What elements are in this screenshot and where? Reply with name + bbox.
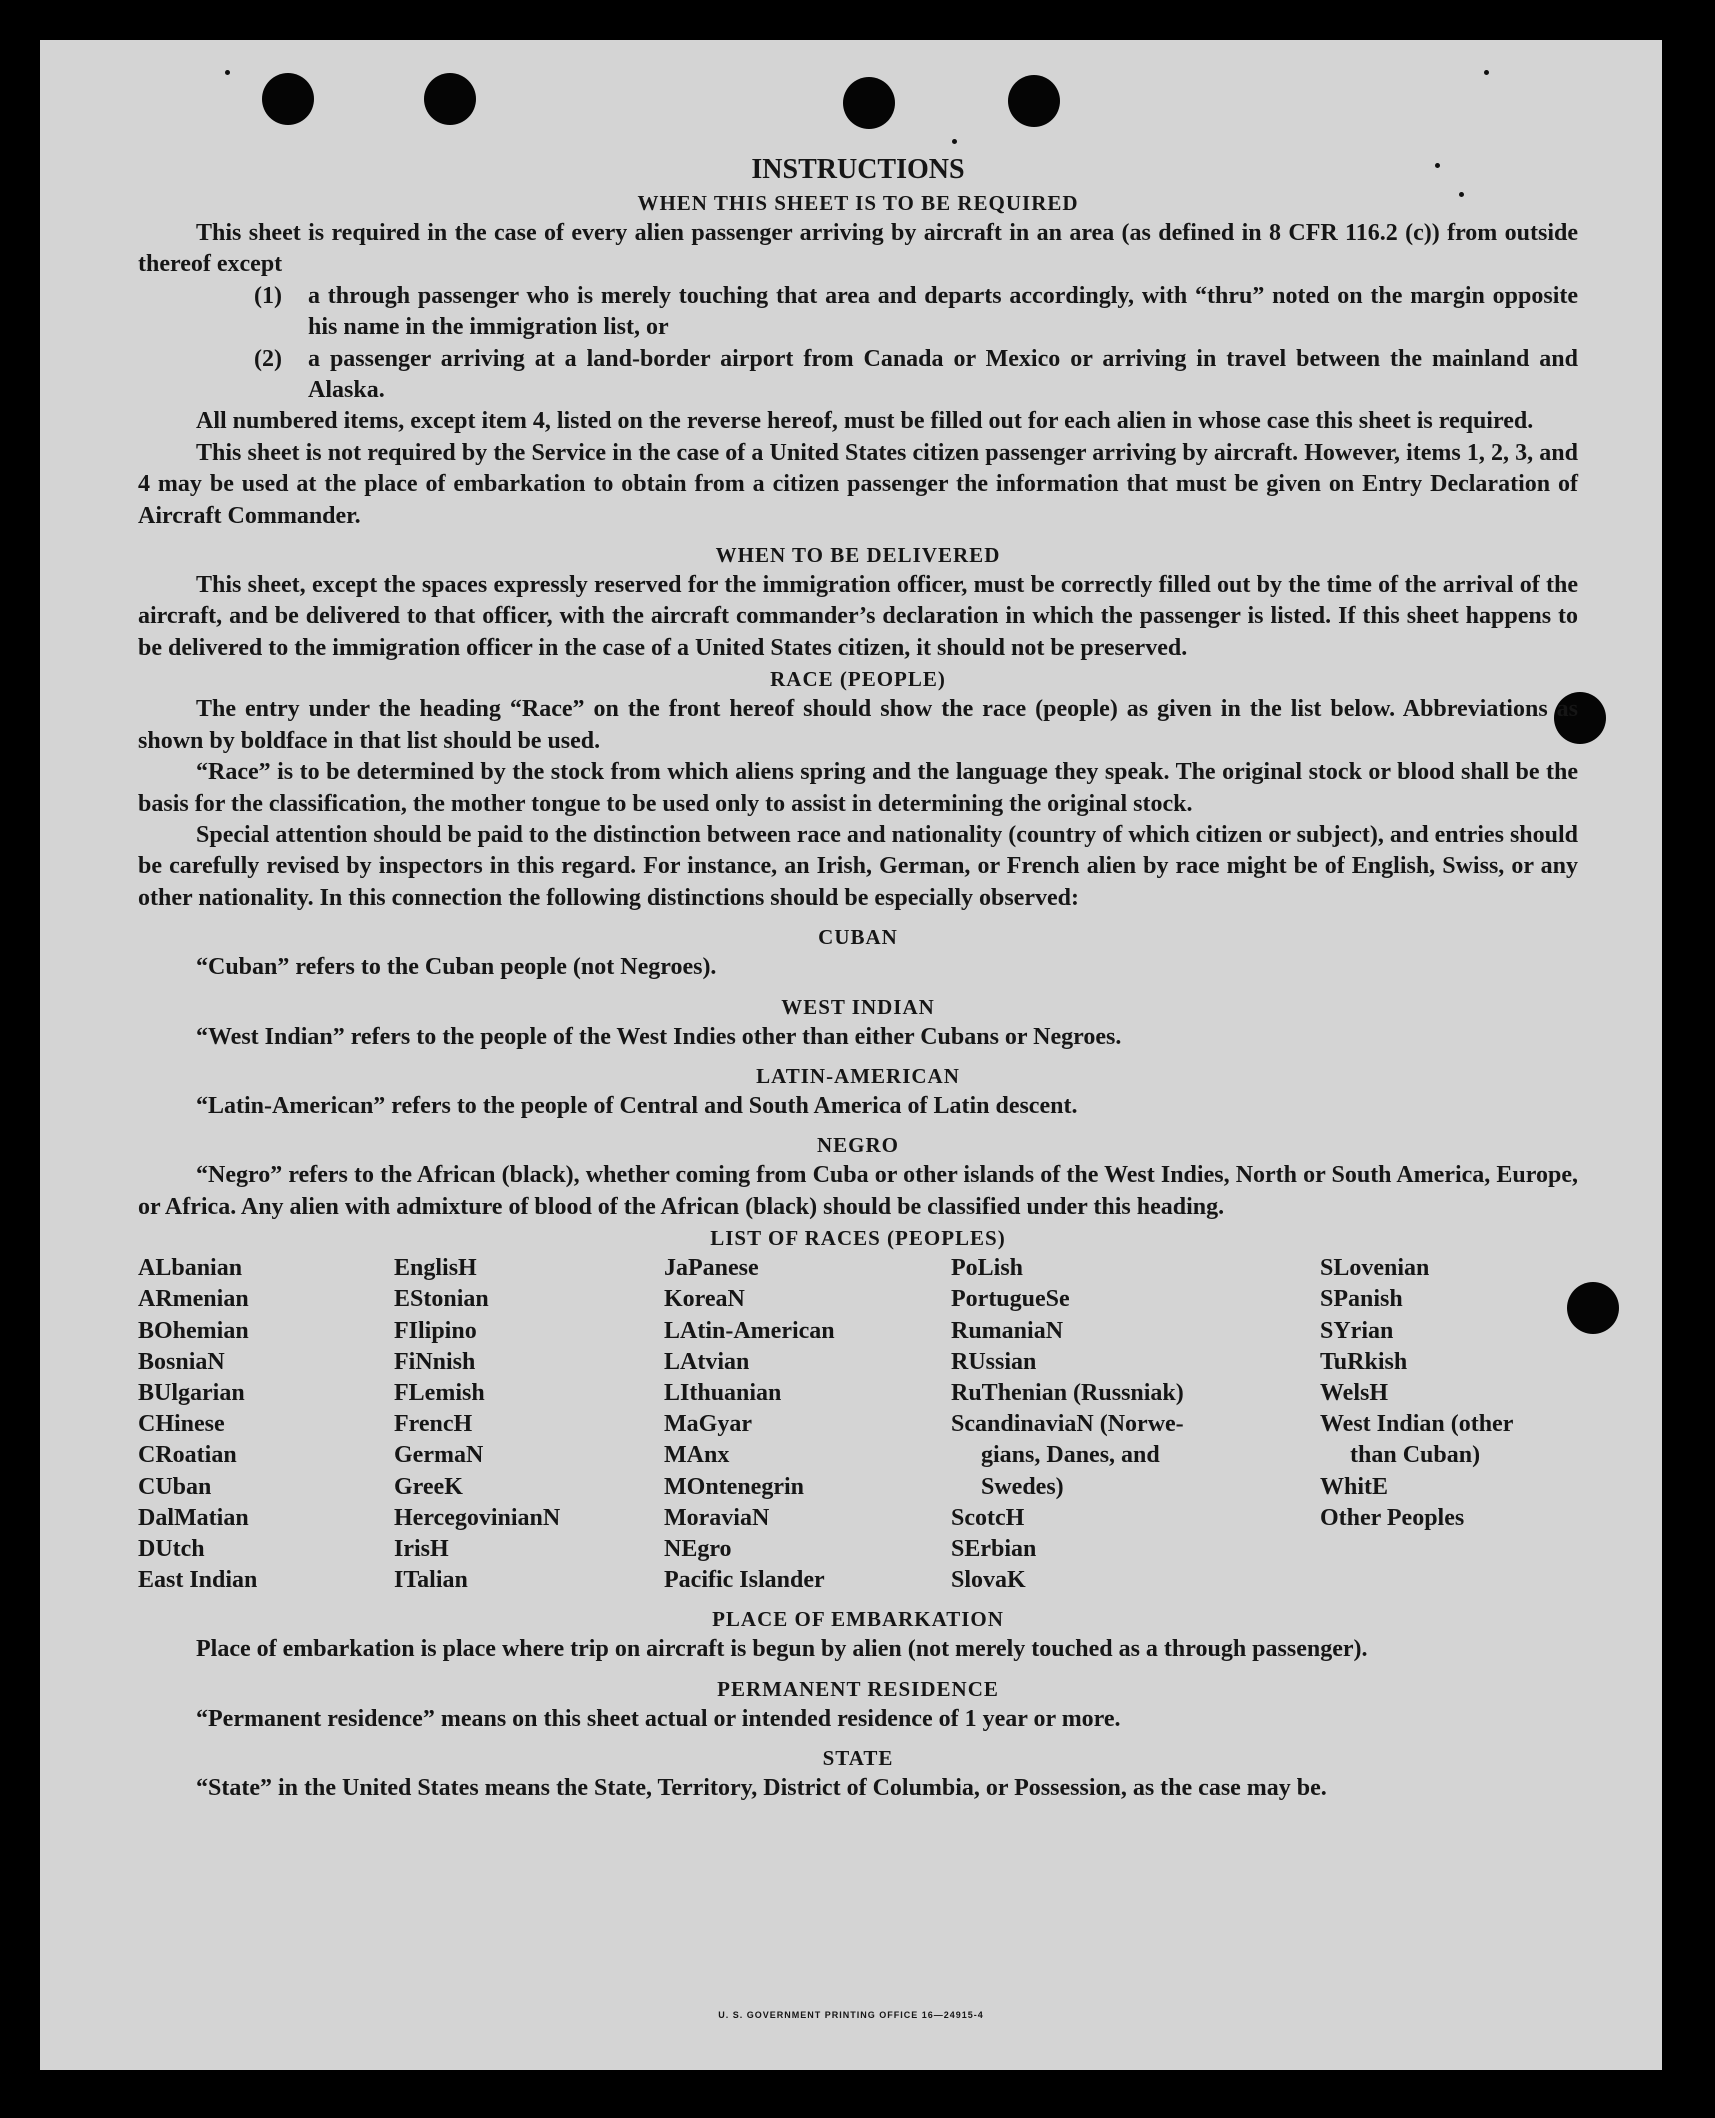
race-entry: ALbanian [138,1255,243,1282]
heading-place-of-embarkation: PLACE OF EMBARKATION [712,1607,1004,1632]
races-column [664,1253,951,1596]
race-entry: FiNnish [394,1348,476,1375]
race-entry: EStonian [394,1286,489,1313]
instructions-body [138,152,1578,1805]
race-entry: BOhemian [138,1317,249,1344]
heading-race: RACE (PEOPLE) [770,667,946,692]
races-list [138,1253,1578,1596]
race-entry-continued: than Cuban) [1350,1442,1481,1469]
heading-cuban: CUBAN [818,925,898,950]
race-entry: PoLish [951,1255,1024,1282]
exception-item [254,344,1578,407]
race-entry: ITalian [394,1567,468,1594]
race-entry: LAtvian [664,1348,750,1375]
punch-hole [424,73,476,125]
required-intro: This sheet is required in the case of every alien passenger arriving by aircraft in an area (as defined in 8 CFR 116.2 (c)) from outside thereof except [138,220,1578,278]
speck [1484,70,1489,75]
race-entry: RuThenian (Russniak) [951,1379,1184,1406]
exception-item [254,281,1578,344]
speck [952,139,957,144]
races-column [1320,1253,1578,1596]
citizen-paragraph: This sheet is not required by the Service in the case of a United States citizen passenger arriving by aircraft. However, items 1, 2, 3, and 4 may be used at the place of embarkation to obtain from a citizen passenger the information that must be given on Entry Declaration of Aircraft Commander. [138,439,1578,529]
race-entry: TuRkish [1320,1348,1408,1375]
page-title: INSTRUCTIONS [751,154,965,185]
race-entry: GreeK [394,1473,463,1500]
race-entry: Other Peoples [1320,1504,1465,1531]
race-entry: HercegovinianN [394,1504,561,1531]
race-entry: SLovenian [1320,1255,1430,1282]
race-entry: KoreaN [664,1286,745,1313]
race-entry: ScandinaviaN (Norwe- [951,1411,1184,1438]
document-sheet [40,40,1662,2070]
embarkation-paragraph: Place of embarkation is place where trip on aircraft is begun by alien (not merely touched as a through passenger). [196,1636,1368,1663]
race-entry: GermaN [394,1442,484,1469]
race-entry: FLemish [394,1379,485,1406]
race-entry: SErbian [951,1535,1037,1562]
west-indian-definition: “West Indian” refers to the people of the West Indies other than either Cubans or Negroes. [196,1023,1122,1050]
latin-american-definition: “Latin-American” refers to the people of Central and South America of Latin descent. [196,1092,1078,1119]
heading-state: STATE [822,1746,894,1771]
race-entry: SPanish [1320,1286,1403,1313]
exception-text: a through passenger who is merely touching that area and departs accordingly, with “thru” noted on the margin opposite his name in the immigration list, or [308,282,1578,341]
race-entry: DalMatian [138,1504,249,1531]
race-entry: MAnx [664,1442,730,1469]
punch-hole [262,73,314,125]
race-entry: West Indian (other [1320,1411,1514,1438]
state-paragraph: “State” in the United States means the State, Territory, District of Columbia, or Possession, as the case may be. [196,1775,1327,1802]
race-entry: MoraviaN [664,1504,770,1531]
punch-hole [843,77,895,129]
race-entry: East Indian [138,1567,258,1594]
race-entry: LAtin-American [664,1317,835,1344]
heading-latin-american: LATIN-AMERICAN [756,1063,960,1088]
race-entry: RUssian [951,1348,1037,1375]
numbered-items-paragraph: All numbered items, except item 4, listed on the reverse hereof, must be filled out for each alien in whose case this sheet is required. [196,408,1534,435]
race-entry: MOntenegrin [664,1473,804,1500]
exception-number: (2) [254,345,282,372]
race-entry-continued: gians, Danes, and [981,1442,1160,1469]
race-entry-continued: Swedes) [981,1473,1064,1500]
delivered-paragraph: This sheet, except the spaces expressly reserved for the immigration officer, must be correctly filled out by the time of the arrival of the aircraft, and be delivered to that officer, with the aircraft commander’s declaration in which the passenger is listed. If this sheet happens to be delivered to the immigration officer in the case of a United States citizen, it should not be preserved. [138,572,1578,661]
heading-permanent-residence: PERMANENT RESIDENCE [717,1676,999,1701]
race-entry: LIthuanian [664,1379,782,1406]
race-entry: FrencH [394,1411,473,1438]
punch-hole [1008,75,1060,127]
exception-number: (1) [254,282,282,309]
heading-when-delivered: WHEN TO BE DELIVERED [715,543,1001,568]
negro-definition: “Negro” refers to the African (black), whether coming from Cuba or other islands of the West Indies, North or South America, Europe, or Africa. Any alien with admixture of blood of the African (black) should be classified under this heading. [138,1162,1578,1220]
race-entry: RumaniaN [951,1317,1064,1344]
heading-list-of-races: LIST OF RACES (PEOPLES) [710,1226,1006,1251]
race-entry: JaPanese [664,1255,759,1282]
races-column [394,1253,664,1596]
race-paragraph-2: “Race” is to be determined by the stock from which aliens spring and the language they speak. The original stock or blood shall be the basis for the classification, the mother tongue to be used only to assist in determining the original stock. [138,759,1578,817]
speck [225,70,230,75]
race-entry: CUban [138,1473,212,1500]
race-entry: Pacific Islander [664,1567,825,1594]
residence-paragraph: “Permanent residence” means on this sheet actual or intended residence of 1 year or more. [196,1705,1121,1732]
race-entry: CHinese [138,1411,225,1438]
race-entry: CRoatian [138,1442,237,1469]
race-entry: MaGyar [664,1411,752,1438]
race-entry: BUlgarian [138,1379,245,1406]
race-entry: IrisH [394,1535,449,1562]
races-column [951,1253,1320,1596]
race-entry: WelsH [1320,1379,1389,1406]
heading-when-required: WHEN THIS SHEET IS TO BE REQUIRED [637,191,1079,215]
race-entry: BosniaN [138,1348,225,1375]
race-paragraph-3: Special attention should be paid to the distinction between race and nationality (country of which citizen or subject), and entries should be carefully revised by inspectors in this regard. For instance, an Irish, German, or French alien by race might be of English, Swiss, or any other nationality. In this connection the following distinctions should be especially observed: [138,821,1578,911]
races-column [138,1253,394,1596]
race-entry: SYrian [1320,1317,1394,1344]
printing-office-footer: U. S. GOVERNMENT PRINTING OFFICE 16—24915-4 [718,2010,984,2020]
race-entry: DUtch [138,1535,205,1562]
race-entry: SlovaK [951,1567,1026,1594]
heading-west-indian: WEST INDIAN [781,994,935,1019]
heading-negro: NEGRO [816,1133,899,1158]
race-entry: WhitE [1320,1473,1389,1500]
race-entry: ARmenian [138,1286,249,1313]
race-entry: PortugueSe [951,1286,1070,1313]
race-entry: NEgro [664,1535,732,1562]
race-entry: FIlipino [394,1317,477,1344]
race-entry: ScotcH [951,1504,1025,1531]
race-entry: EnglisH [394,1255,477,1282]
exception-text: a passenger arriving at a land-border airport from Canada or Mexico or arriving in travel between the mainland and Alaska. [308,345,1578,404]
cuban-definition: “Cuban” refers to the Cuban people (not Negroes). [196,954,717,981]
race-paragraph-1: The entry under the heading “Race” on the front hereof should show the race (people) as given in the list below. Abbreviations as shown by boldface in that list should be used. [138,696,1578,754]
